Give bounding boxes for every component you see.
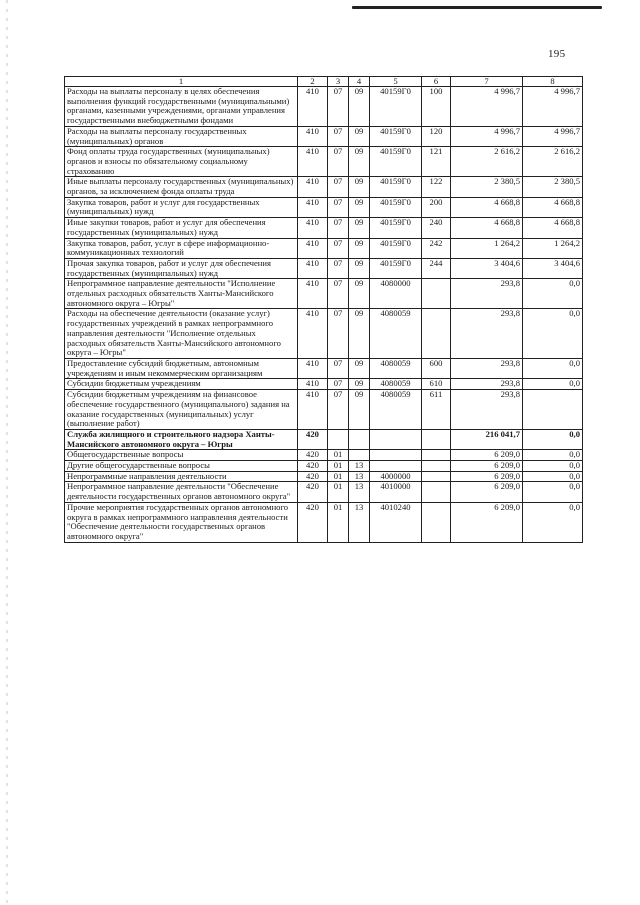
cell-item-name: Другие общегосударственные вопросы (65, 461, 298, 472)
cell-amount-subvention: 0,0 (523, 450, 583, 461)
cell-target-item: 40159Г0 (370, 126, 422, 146)
cell-amount-subvention: 1 264,2 (523, 238, 583, 258)
cell-section-code: 07 (328, 197, 349, 217)
top-rule (352, 6, 602, 9)
cell-item-name: Расходы на обеспечение деятельности (оказание услуг) государственных учреждений в рамках непрограммного направления деятельности "Исполнение отдельных расходных обязательств Ханты-Мансийского автономного округа – Югры" (65, 309, 298, 359)
cell-amount: 293,8 (451, 309, 523, 359)
cell-amount: 6 209,0 (451, 471, 523, 482)
table-row (65, 279, 583, 309)
cell-subsection-code: 09 (349, 87, 370, 127)
table-row (65, 461, 583, 472)
cell-ministry-code: 420 (298, 471, 328, 482)
cell-target-item: 4080059 (370, 390, 422, 430)
cell-target-item: 4080059 (370, 379, 422, 390)
cell-amount-subvention: 4 668,8 (523, 218, 583, 238)
cell-section-code: 07 (328, 390, 349, 430)
cell-expense-type: 600 (422, 358, 451, 378)
cell-amount-subvention: 4 996,7 (523, 87, 583, 127)
cell-expense-type: 122 (422, 177, 451, 197)
cell-subsection-code: 09 (349, 390, 370, 430)
cell-item-name: Прочие мероприятия государственных органов автономного округа в рамках непрограммного направления деятельности "Обеспечение деятельности государственных органов автономного округа" (65, 502, 298, 542)
cell-subsection-code: 09 (349, 177, 370, 197)
cell-section-code: 07 (328, 177, 349, 197)
cell-section-code: 01 (328, 482, 349, 502)
cell-expense-type: 200 (422, 197, 451, 217)
cell-subsection-code: 13 (349, 482, 370, 502)
cell-subsection-code: 09 (349, 279, 370, 309)
cell-amount-subvention (523, 390, 583, 430)
cell-amount-subvention: 0,0 (523, 482, 583, 502)
header-cell: 4 (349, 77, 370, 87)
header-cell: 2 (298, 77, 328, 87)
cell-amount-subvention: 2 380,5 (523, 177, 583, 197)
cell-subsection-code (349, 429, 370, 449)
cell-ministry-code: 410 (298, 177, 328, 197)
table-row (65, 147, 583, 177)
cell-item-name: Непрограммные направления деятельности (65, 471, 298, 482)
cell-target-item: 40159Г0 (370, 177, 422, 197)
header-cell: 7 (451, 77, 523, 87)
cell-amount-subvention: 0,0 (523, 429, 583, 449)
cell-ministry-code: 420 (298, 502, 328, 542)
cell-expense-type (422, 309, 451, 359)
cell-amount: 4 668,8 (451, 197, 523, 217)
table-row (65, 429, 583, 449)
cell-item-name: Прочая закупка товаров, работ и услуг для обеспечения государственных (муниципальных) нужд (65, 258, 298, 278)
cell-amount-subvention: 4 668,8 (523, 197, 583, 217)
cell-target-item: 40159Г0 (370, 147, 422, 177)
cell-ministry-code: 410 (298, 279, 328, 309)
table-row (65, 482, 583, 502)
cell-amount: 2 616,2 (451, 147, 523, 177)
cell-ministry-code: 410 (298, 147, 328, 177)
cell-target-item: 4080059 (370, 309, 422, 359)
cell-ministry-code: 420 (298, 429, 328, 449)
header-cell: 1 (65, 77, 298, 87)
cell-expense-type (422, 429, 451, 449)
cell-ministry-code: 420 (298, 461, 328, 472)
cell-amount-subvention: 0,0 (523, 358, 583, 378)
cell-expense-type: 100 (422, 87, 451, 127)
cell-target-item: 4000000 (370, 471, 422, 482)
cell-item-name: Предоставление субсидий бюджетным, автономным учреждениям и иным некоммерческим организациям (65, 358, 298, 378)
cell-expense-type (422, 502, 451, 542)
cell-item-name: Расходы на выплаты персоналу государственных (муниципальных) органов (65, 126, 298, 146)
cell-subsection-code: 13 (349, 471, 370, 482)
cell-amount: 216 041,7 (451, 429, 523, 449)
cell-section-code: 07 (328, 279, 349, 309)
cell-item-name: Служба жилищного и строительного надзора Ханты-Мансийского автономного округа – Югры (65, 429, 298, 449)
cell-ministry-code: 420 (298, 450, 328, 461)
cell-expense-type: 611 (422, 390, 451, 430)
cell-subsection-code: 13 (349, 461, 370, 472)
header-cell: 3 (328, 77, 349, 87)
cell-subsection-code: 09 (349, 197, 370, 217)
cell-item-name: Общегосударственные вопросы (65, 450, 298, 461)
cell-section-code: 01 (328, 471, 349, 482)
cell-amount-subvention: 4 996,7 (523, 126, 583, 146)
cell-ministry-code: 410 (298, 197, 328, 217)
cell-subsection-code: 09 (349, 126, 370, 146)
cell-subsection-code: 13 (349, 502, 370, 542)
cell-amount-subvention: 0,0 (523, 309, 583, 359)
cell-expense-type: 244 (422, 258, 451, 278)
table-row (65, 258, 583, 278)
cell-amount: 2 380,5 (451, 177, 523, 197)
cell-target-item: 4080000 (370, 279, 422, 309)
cell-item-name: Фонд оплаты труда государственных (муниципальных) органов и взносы по обязательному социальному страхованию (65, 147, 298, 177)
table-row (65, 450, 583, 461)
cell-target-item: 4080059 (370, 358, 422, 378)
cell-ministry-code: 410 (298, 126, 328, 146)
cell-ministry-code: 410 (298, 258, 328, 278)
cell-target-item (370, 429, 422, 449)
cell-amount: 6 209,0 (451, 482, 523, 502)
header-row (65, 77, 583, 87)
cell-item-name: Субсидии бюджетным учреждениям (65, 379, 298, 390)
cell-section-code: 07 (328, 147, 349, 177)
cell-item-name: Закупка товаров, работ и услуг для государственных (муниципальных) нужд (65, 197, 298, 217)
cell-section-code: 01 (328, 502, 349, 542)
cell-ministry-code: 410 (298, 87, 328, 127)
cell-ministry-code: 420 (298, 482, 328, 502)
cell-section-code: 07 (328, 87, 349, 127)
cell-amount-subvention: 2 616,2 (523, 147, 583, 177)
cell-amount: 293,8 (451, 279, 523, 309)
header-cell: 6 (422, 77, 451, 87)
cell-amount: 293,8 (451, 379, 523, 390)
cell-item-name: Расходы на выплаты персоналу в целях обеспечения выполнения функций государственными (муниципальными) органами, казенными учреждениями, органами управления государственными внебюджетными фондами (65, 87, 298, 127)
cell-expense-type (422, 482, 451, 502)
page-number: 195 (548, 48, 566, 60)
table-row (65, 390, 583, 430)
cell-subsection-code: 09 (349, 258, 370, 278)
cell-subsection-code: 09 (349, 238, 370, 258)
cell-expense-type: 242 (422, 238, 451, 258)
cell-amount: 293,8 (451, 390, 523, 430)
table-row (65, 197, 583, 217)
cell-subsection-code: 09 (349, 309, 370, 359)
table-row (65, 126, 583, 146)
cell-amount: 293,8 (451, 358, 523, 378)
header-cell: 8 (523, 77, 583, 87)
cell-expense-type: 240 (422, 218, 451, 238)
cell-section-code: 07 (328, 358, 349, 378)
cell-section-code: 07 (328, 309, 349, 359)
table-row (65, 379, 583, 390)
cell-section-code: 07 (328, 238, 349, 258)
cell-subsection-code: 09 (349, 379, 370, 390)
cell-ministry-code: 410 (298, 379, 328, 390)
table-row (65, 502, 583, 542)
cell-target-item: 40159Г0 (370, 218, 422, 238)
cell-section-code: 07 (328, 126, 349, 146)
table-row (65, 238, 583, 258)
table-row (65, 358, 583, 378)
budget-table (64, 76, 583, 543)
cell-amount: 4 996,7 (451, 126, 523, 146)
cell-section-code (328, 429, 349, 449)
cell-amount: 3 404,6 (451, 258, 523, 278)
cell-target-item: 4010000 (370, 482, 422, 502)
cell-target-item: 40159Г0 (370, 87, 422, 127)
cell-item-name: Субсидии бюджетным учреждениям на финансовое обеспечение государственного (муниципального) задания на оказание государственных (муниципальных) услуг (выполнение работ) (65, 390, 298, 430)
cell-ministry-code: 410 (298, 390, 328, 430)
cell-subsection-code: 09 (349, 218, 370, 238)
cell-expense-type: 610 (422, 379, 451, 390)
cell-amount: 6 209,0 (451, 461, 523, 472)
table-row (65, 218, 583, 238)
cell-expense-type (422, 461, 451, 472)
cell-subsection-code (349, 450, 370, 461)
cell-amount-subvention: 0,0 (523, 471, 583, 482)
cell-item-name: Непрограммное направление деятельности "Исполнение отдельных расходных обязательств Ханты-Мансийского автономного округа – Югры" (65, 279, 298, 309)
cell-amount: 6 209,0 (451, 450, 523, 461)
cell-section-code: 07 (328, 379, 349, 390)
cell-amount-subvention: 0,0 (523, 279, 583, 309)
cell-ministry-code: 410 (298, 218, 328, 238)
cell-item-name: Иные закупки товаров, работ и услуг для обеспечения государственных (муниципальных) нужд (65, 218, 298, 238)
cell-ministry-code: 410 (298, 358, 328, 378)
cell-amount: 1 264,2 (451, 238, 523, 258)
cell-item-name: Иные выплаты персоналу государственных (муниципальных) органов, за исключением фонда оплаты труда (65, 177, 298, 197)
cell-target-item: 4010240 (370, 502, 422, 542)
cell-amount: 6 209,0 (451, 502, 523, 542)
cell-ministry-code: 410 (298, 309, 328, 359)
cell-section-code: 07 (328, 218, 349, 238)
cell-section-code: 01 (328, 450, 349, 461)
cell-amount: 4 996,7 (451, 87, 523, 127)
cell-ministry-code: 410 (298, 238, 328, 258)
table-row (65, 471, 583, 482)
cell-amount-subvention: 0,0 (523, 379, 583, 390)
cell-amount-subvention: 0,0 (523, 502, 583, 542)
cell-target-item (370, 450, 422, 461)
cell-target-item: 40159Г0 (370, 238, 422, 258)
cell-amount-subvention: 3 404,6 (523, 258, 583, 278)
cell-subsection-code: 09 (349, 358, 370, 378)
header-cell: 5 (370, 77, 422, 87)
binding-marks (6, 0, 8, 905)
cell-section-code: 01 (328, 461, 349, 472)
cell-subsection-code: 09 (349, 147, 370, 177)
table-row (65, 87, 583, 127)
cell-expense-type: 121 (422, 147, 451, 177)
cell-expense-type (422, 279, 451, 309)
cell-target-item: 40159Г0 (370, 258, 422, 278)
cell-section-code: 07 (328, 258, 349, 278)
cell-target-item: 40159Г0 (370, 197, 422, 217)
cell-expense-type (422, 450, 451, 461)
cell-expense-type (422, 471, 451, 482)
table-row (65, 309, 583, 359)
cell-amount: 4 668,8 (451, 218, 523, 238)
cell-amount-subvention: 0,0 (523, 461, 583, 472)
cell-item-name: Непрограммное направление деятельности "Обеспечение деятельности государственных органов автономного округа" (65, 482, 298, 502)
cell-item-name: Закупка товаров, работ, услуг в сфере информационно-коммуникационных технологий (65, 238, 298, 258)
table-row (65, 177, 583, 197)
cell-expense-type: 120 (422, 126, 451, 146)
cell-target-item (370, 461, 422, 472)
